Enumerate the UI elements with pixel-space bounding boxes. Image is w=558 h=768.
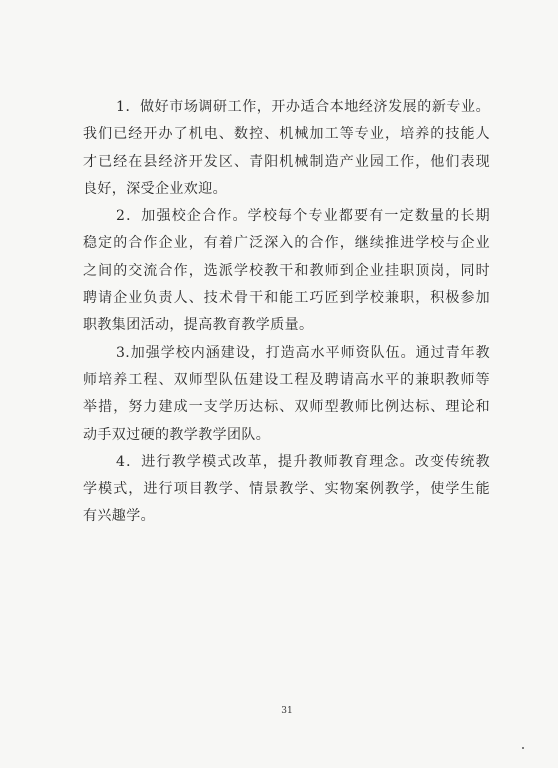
paragraph-4-line-2: 学模式，进行项目教学、情景教学、实物案例教学，使学生能 xyxy=(83,481,490,498)
scan-speck xyxy=(522,747,524,749)
paragraph-3-line-1: 3.加强学校内涵建设，打造高水平师资队伍。通过青年教 xyxy=(116,344,490,361)
body-text xyxy=(83,94,490,531)
paragraph-3-line-2: 师培养工程、双师型队伍建设工程及聘请高水平的兼职教师等 xyxy=(83,371,490,388)
paragraph-2-line-1: 2．加强校企合作。学校每个专业都要有一定数量的长期 xyxy=(116,208,490,225)
paragraph-4-line-1: 4．进行教学模式改革，提升教师教育理念。改变传统教 xyxy=(116,453,490,470)
paragraph-1-line-2: 我们已经开办了机电、数控、机械加工等专业，培养的技能人 xyxy=(83,126,490,143)
paragraph-1-line-1: 1．做好市场调研工作，开办适合本地经济发展的新专业。 xyxy=(116,99,490,115)
paragraph-4-line-3: 有兴趣学。 xyxy=(83,508,155,525)
paragraph-1-line-4: 良好，深受企业欢迎。 xyxy=(83,180,227,197)
paragraph-3-line-4: 动手双过硬的教学教学团队。 xyxy=(83,426,271,443)
paragraph-1-line-3: 才已经在县经济开发区、青阳机械制造产业园工作，他们表现 xyxy=(83,153,490,170)
paragraph-2-line-3: 之间的交流合作，选派学校教干和教师到企业挂职顶岗，同时 xyxy=(83,262,490,279)
paragraph-3 xyxy=(83,340,490,449)
paragraph-3-line-3: 举措，努力建成一支学历达标、双师型教师比例达标、理论和 xyxy=(83,399,490,416)
paragraph-1 xyxy=(83,94,490,203)
paragraph-4 xyxy=(83,449,490,531)
paragraph-2 xyxy=(83,203,490,339)
page-number: 31 xyxy=(281,706,293,716)
paragraph-2-line-5: 职教集团活动，提高教育教学质量。 xyxy=(83,317,314,334)
paragraph-2-line-4: 聘请企业负责人、技术骨干和能工巧匠到学校兼职，积极参加 xyxy=(83,290,490,307)
paragraph-2-line-2: 稳定的合作企业，有着广泛深入的合作，继续推进学校与企业 xyxy=(83,235,490,252)
